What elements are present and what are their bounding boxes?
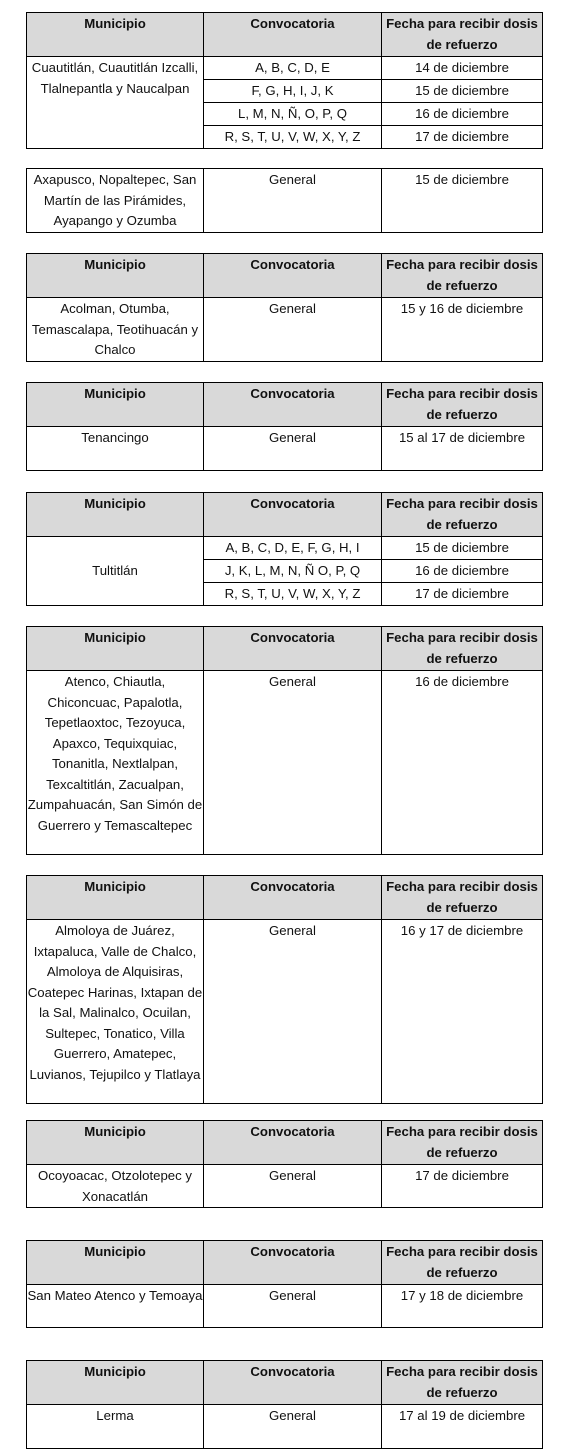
header-row [27, 876, 543, 920]
municipio-cell: Acolman, Otumba, Temascalapa, Teotihuacán y Chalco [27, 298, 204, 362]
header-municipio: Municipio [27, 1121, 204, 1165]
table-row [27, 671, 543, 855]
schedule-table-8 [26, 1120, 543, 1208]
header-fecha: Fecha para recibir dosis de refuerzo [382, 627, 543, 671]
header-fecha: Fecha para recibir dosis de refuerzo [382, 876, 543, 920]
header-municipio: Municipio [27, 1241, 204, 1285]
table-row [27, 1405, 543, 1449]
table-row [27, 427, 543, 471]
header-row [27, 13, 543, 57]
header-municipio: Municipio [27, 876, 204, 920]
header-row [27, 627, 543, 671]
convocatoria-cell: R, S, T, U, V, W, X, Y, Z [204, 583, 382, 606]
header-municipio: Municipio [27, 383, 204, 427]
municipio-cell: Tenancingo [27, 427, 204, 471]
convocatoria-cell: General [204, 1285, 382, 1328]
table-row [27, 920, 543, 1104]
municipio-cell: Ocoyoacac, Otzolotepec y Xonacatlán [27, 1165, 204, 1208]
header-fecha: Fecha para recibir dosis de refuerzo [382, 1121, 543, 1165]
schedule-table-1 [26, 12, 543, 149]
fecha-cell: 14 de diciembre [382, 57, 543, 80]
schedule-table-2 [26, 168, 543, 233]
fecha-cell: 15 de diciembre [382, 537, 543, 560]
schedule-table-6 [26, 626, 543, 855]
header-municipio: Municipio [27, 254, 204, 298]
fecha-cell: 17 de diciembre [382, 126, 543, 149]
convocatoria-cell: General [204, 920, 382, 1104]
header-fecha: Fecha para recibir dosis de refuerzo [382, 493, 543, 537]
header-row [27, 493, 543, 537]
convocatoria-cell: General [204, 298, 382, 362]
municipio-cell: Almoloya de Juárez, Ixtapaluca, Valle de Chalco, Almoloya de Alquisiras, Coatepec Harinas, Ixtapan de la Sal, Malinalco, Ocuilan, Sultepec, Tonatico, Villa Guerrero, Amatepec, Luvianos, Tejupilco y Tlatlaya [27, 920, 204, 1104]
table-row [27, 57, 543, 80]
header-fecha: Fecha para recibir dosis de refuerzo [382, 13, 543, 57]
schedule-table-7 [26, 875, 543, 1104]
convocatoria-cell: A, B, C, D, E, F, G, H, I [204, 537, 382, 560]
header-municipio: Municipio [27, 1361, 204, 1405]
fecha-cell: 17 al 19 de diciembre [382, 1405, 543, 1449]
header-fecha: Fecha para recibir dosis de refuerzo [382, 1241, 543, 1285]
municipio-cell: Axapusco, Nopaltepec, San Martín de las Pirámides, Ayapango y Ozumba [27, 169, 204, 233]
schedule-table-5 [26, 492, 543, 606]
table-row [27, 537, 543, 560]
header-row [27, 383, 543, 427]
header-convocatoria: Convocatoria [204, 876, 382, 920]
header-convocatoria: Convocatoria [204, 1361, 382, 1405]
fecha-cell: 16 y 17 de diciembre [382, 920, 543, 1104]
header-fecha: Fecha para recibir dosis de refuerzo [382, 383, 543, 427]
convocatoria-cell: General [204, 427, 382, 471]
header-convocatoria: Convocatoria [204, 1121, 382, 1165]
convocatoria-cell: L, M, N, Ñ, O, P, Q [204, 103, 382, 126]
fecha-cell: 15 de diciembre [382, 80, 543, 103]
convocatoria-cell: General [204, 671, 382, 855]
convocatoria-cell: F, G, H, I, J, K [204, 80, 382, 103]
table-row [27, 298, 543, 362]
table-row [27, 1165, 543, 1208]
fecha-cell: 16 de diciembre [382, 103, 543, 126]
header-municipio: Municipio [27, 13, 204, 57]
header-row [27, 254, 543, 298]
fecha-cell: 16 de diciembre [382, 671, 543, 855]
header-municipio: Municipio [27, 493, 204, 537]
fecha-cell: 15 de diciembre [382, 169, 543, 233]
municipio-cell: Lerma [27, 1405, 204, 1449]
schedule-table-4 [26, 382, 543, 471]
fecha-cell: 17 y 18 de diciembre [382, 1285, 543, 1328]
header-row [27, 1241, 543, 1285]
fecha-cell: 15 y 16 de diciembre [382, 298, 543, 362]
fecha-cell: 15 al 17 de diciembre [382, 427, 543, 471]
table-row [27, 1285, 543, 1328]
convocatoria-cell: R, S, T, U, V, W, X, Y, Z [204, 126, 382, 149]
municipio-cell: Atenco, Chiautla, Chiconcuac, Papalotla, Tepetlaoxtoc, Tezoyuca, Apaxco, Tequixquiac, Tonanitla, Nextlalpan, Texcaltitlán, Zacualpan, Zumpahuacán, San Simón de Guerrero y Temascaltepec [27, 671, 204, 855]
municipio-cell: Tultitlán [27, 537, 204, 606]
header-municipio: Municipio [27, 627, 204, 671]
schedule-table-10 [26, 1360, 543, 1449]
schedule-table-9 [26, 1240, 543, 1328]
convocatoria-cell: General [204, 1165, 382, 1208]
header-row [27, 1121, 543, 1165]
table-row [27, 169, 543, 233]
convocatoria-cell: A, B, C, D, E [204, 57, 382, 80]
fecha-cell: 17 de diciembre [382, 1165, 543, 1208]
convocatoria-cell: General [204, 1405, 382, 1449]
municipio-cell: Cuautitlán, Cuautitlán Izcalli, Tlalnepantla y Naucalpan [27, 57, 204, 149]
header-convocatoria: Convocatoria [204, 493, 382, 537]
header-fecha: Fecha para recibir dosis de refuerzo [382, 254, 543, 298]
schedule-table-3 [26, 253, 543, 362]
header-convocatoria: Convocatoria [204, 627, 382, 671]
header-convocatoria: Convocatoria [204, 254, 382, 298]
header-convocatoria: Convocatoria [204, 13, 382, 57]
convocatoria-cell: J, K, L, M, N, Ñ O, P, Q [204, 560, 382, 583]
municipio-cell: San Mateo Atenco y Temoaya [27, 1285, 204, 1328]
fecha-cell: 17 de diciembre [382, 583, 543, 606]
header-convocatoria: Convocatoria [204, 383, 382, 427]
convocatoria-cell: General [204, 169, 382, 233]
header-convocatoria: Convocatoria [204, 1241, 382, 1285]
fecha-cell: 16 de diciembre [382, 560, 543, 583]
header-fecha: Fecha para recibir dosis de refuerzo [382, 1361, 543, 1405]
header-row [27, 1361, 543, 1405]
